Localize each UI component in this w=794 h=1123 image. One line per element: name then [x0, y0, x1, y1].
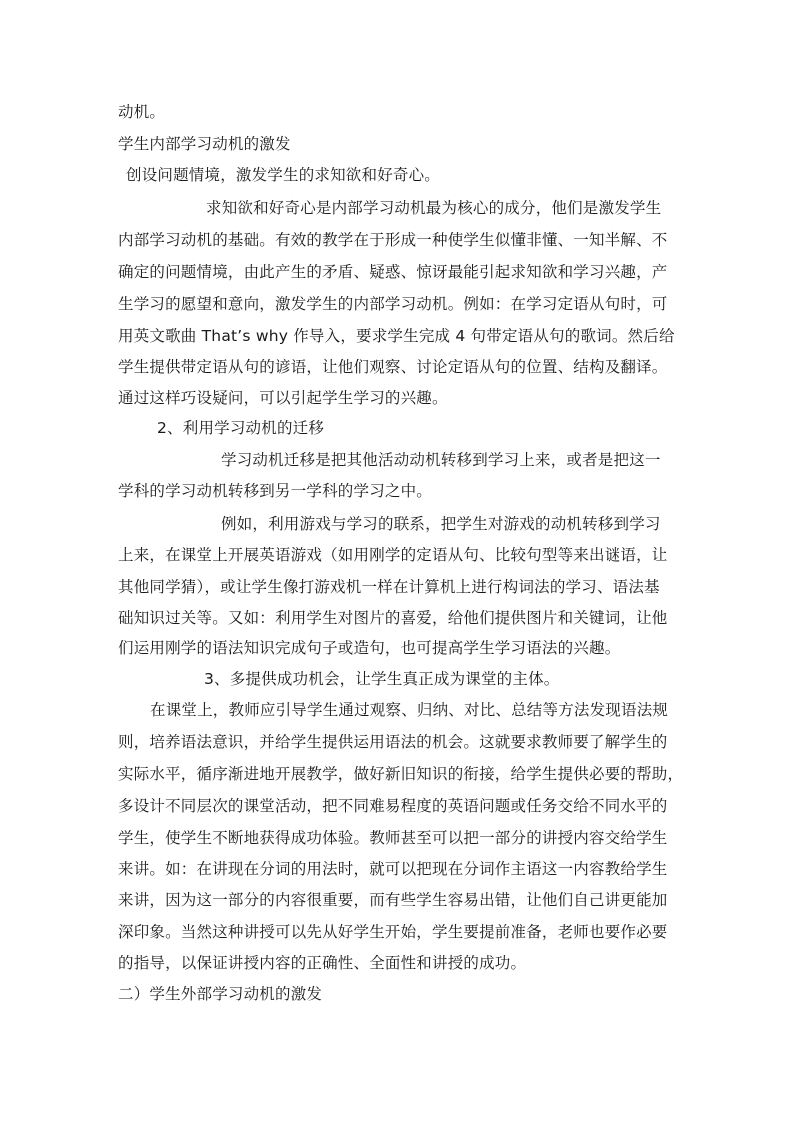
text-line: 上来，在课堂上开展英语游戏（如用刚学的定语从句、比较句型等来出谜语，让: [118, 546, 668, 564]
section-heading: 二）学生外部学习动机的激发: [118, 985, 323, 1003]
text-line: 来讲。如：在讲现在分词的用法时，就可以把现在分词作主语这一内容教给学生: [118, 860, 668, 878]
text-line: 在课堂上，教师应引导学生通过观察、归纳、对比、总结等方法发现语法规: [150, 701, 669, 719]
text-line: 通过这样巧设疑问，可以引起学生学习的兴趣。: [118, 389, 448, 407]
text-line: 多设计不同层次的课堂活动，把不同难易程度的英语问题或任务交给不同水平的: [118, 797, 668, 815]
text-line: 确定的问题情境，由此产生的矛盾、疑惑、惊讶最能引起求知欲和学习兴趣，产: [118, 263, 668, 281]
text-line: 的指导，以保证讲授内容的正确性、全面性和讲授的成功。: [118, 954, 527, 972]
text-line: 则，培养语法意识，并给学生提供运用语法的机会。这就要求教师要了解学生的: [118, 733, 668, 751]
subsection-heading: 2、利用学习动机的迁移: [157, 419, 325, 437]
text-line: 求知欲和好奇心是内部学习动机最为核心的成分，他们是激发学生: [206, 199, 662, 217]
section-heading: 学生内部学习动机的激发: [118, 135, 291, 153]
text-line: 们运用刚学的语法知识完成句子或造句，也可提高学生学习语法的兴趣。: [118, 639, 621, 657]
text-line: 深印象。当然这种讲授可以先从好学生开始，学生要提前准备，老师也要作必要: [118, 923, 668, 941]
text-line: 用英文歌曲 That’s why 作导入，要求学生完成 4 句带定语从句的歌词。然后给: [118, 327, 675, 345]
subsection-heading: 创设问题情境，激发学生的求知欲和好奇心。: [126, 166, 441, 184]
subsection-heading: 3、多提供成功机会，让学生真正成为课堂的主体。: [204, 670, 560, 688]
text-line: 内部学习动机的基础。有效的教学在于形成一种使学生似懂非懂、一知半解、不: [118, 231, 668, 249]
text-line: 础知识过关等。又如：利用学生对图片的喜爱，给他们提供图片和关键词，让他: [118, 609, 668, 627]
text-line: 例如，利用游戏与学习的联系，把学生对游戏的动机转移到学习: [221, 515, 661, 533]
text-line: 来讲，因为这一部分的内容很重要，而有些学生容易出错，让他们自己讲更能加: [118, 891, 668, 909]
text-line: 动机。: [118, 103, 166, 121]
text-line: 实际水平，循序渐进地开展教学，做好新旧知识的衔接，给学生提供必要的帮助，: [118, 765, 684, 783]
text-line: 学生，使学生不断地获得成功体验。教师甚至可以把一部分的讲授内容交给学生: [118, 829, 668, 847]
text-line: 学生提供带定语从句的谚语，让他们观察、讨论定语从句的位置、结构及翻译。: [118, 358, 668, 376]
text-line: 生学习的愿望和意向，激发学生的内部学习动机。例如：在学习定语从句时，可: [118, 295, 668, 313]
text-line: 学习动机迁移是把其他活动动机转移到学习上来，或者是把这一: [221, 451, 661, 469]
text-line: 其他同学猜），或让学生像打游戏机一样在计算机上进行构词法的学习、语法基: [118, 578, 660, 596]
text-line: 学科的学习动机转移到另一学科的学习之中。: [118, 482, 433, 500]
